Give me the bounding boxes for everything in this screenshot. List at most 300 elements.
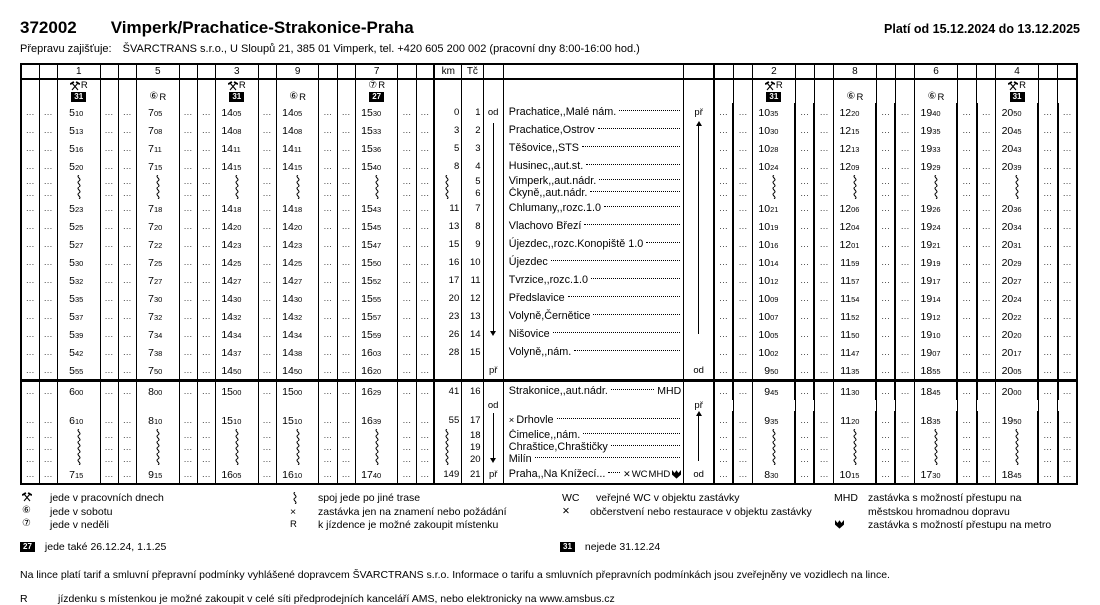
dots-cell: ...: [21, 139, 39, 157]
operator-line: [20, 43, 1080, 55]
dots-cell: ...: [895, 187, 914, 199]
legend-icon-slot: [20, 506, 50, 520]
other-route-squiggle-icon: [850, 441, 860, 453]
dots-cell: ...: [814, 441, 833, 453]
time-hour: 14: [282, 293, 294, 305]
other-route-squiggle-icon: [931, 441, 941, 453]
time-hour: 8: [148, 386, 154, 398]
dots-cell: ...: [197, 361, 215, 381]
blank-cell: [179, 79, 197, 91]
dots-cell: ...: [876, 343, 895, 361]
dots-cell: ...: [957, 253, 976, 271]
dotted-leader: [599, 179, 680, 180]
time-minutes: 27: [74, 241, 84, 250]
blank-cell: [39, 79, 57, 91]
time-cell: [57, 441, 100, 453]
time-cell: [276, 289, 319, 307]
tc-cell: 5: [462, 175, 483, 187]
dots-cell: ...: [319, 441, 337, 453]
time-minutes: 43: [372, 205, 382, 214]
station-name: Chlumany,,rozc.1.0: [508, 202, 602, 214]
blank-cell: [179, 64, 197, 79]
div: [137, 453, 179, 465]
table-row: [21, 121, 1077, 139]
time-hour: 20: [1001, 293, 1014, 305]
blank-cell: [714, 64, 733, 79]
div: [915, 92, 957, 103]
time-minutes: 25: [154, 259, 163, 268]
trip-symbols: [753, 91, 796, 103]
dotted-leader: [611, 445, 680, 446]
km-cell: [434, 175, 461, 187]
div: [216, 175, 258, 187]
time-cell: [216, 289, 259, 307]
div: [216, 80, 258, 91]
time-hour: 7: [148, 275, 154, 287]
time-hour: 18: [920, 386, 933, 398]
time-cell: [216, 429, 259, 441]
tc-cell: 1: [462, 103, 483, 121]
dots-cell: ...: [814, 271, 833, 289]
dots-cell: ...: [337, 217, 355, 235]
dots-cell: ...: [795, 381, 814, 401]
blank-cell: [100, 400, 118, 411]
other-route-squiggle-icon: [769, 453, 779, 465]
workdays-icon: [765, 81, 775, 91]
dots-cell: ...: [416, 411, 434, 429]
other-route-squiggle-icon: [850, 429, 860, 441]
blank-cell: [100, 91, 118, 103]
dots-cell: ...: [977, 175, 996, 187]
time-cell: [915, 441, 958, 453]
dots-cell: ...: [1038, 157, 1057, 175]
time-cell: [834, 381, 877, 401]
dots-cell: ...: [118, 271, 136, 289]
trip-number: 6: [915, 64, 958, 79]
dotted-leader: [584, 224, 680, 225]
time-minutes: 34: [293, 331, 303, 340]
dots-cell: ...: [21, 465, 39, 484]
blank-cell: [258, 91, 276, 103]
time-minutes: 01: [851, 241, 860, 250]
other-route-squiggle-icon: [293, 175, 303, 187]
dots-cell: ...: [39, 157, 57, 175]
dots-cell: ...: [118, 187, 136, 199]
other-route-squiggle-icon: [442, 429, 452, 441]
dots-cell: ...: [21, 121, 39, 139]
blank-cell: [258, 400, 276, 411]
time-cell: [753, 139, 796, 157]
time-hour: 10: [758, 203, 771, 215]
time-cell: [355, 139, 398, 157]
time-hour: 14: [221, 203, 234, 215]
dots-cell: ...: [416, 429, 434, 441]
km-cell: 23: [434, 307, 461, 325]
dots-cell: ...: [895, 139, 914, 157]
restaurant-icon: ✕: [623, 468, 631, 479]
time-cell: [137, 139, 180, 157]
time-cell: [753, 289, 796, 307]
blank-cell: [1058, 400, 1077, 411]
km-cell: [434, 453, 461, 465]
div: [996, 429, 1037, 441]
time-hour: 6: [69, 415, 75, 427]
time-cell: [276, 453, 319, 465]
legend-text: jede v pracovních dnech: [50, 492, 164, 504]
dots-cell: ...: [895, 103, 914, 121]
station-cell: [503, 411, 683, 429]
dots-cell: ...: [179, 465, 197, 484]
dots-cell: ...: [319, 381, 337, 401]
dots-cell: ...: [258, 157, 276, 175]
time-cell: [996, 307, 1039, 325]
dots-cell: ...: [319, 289, 337, 307]
tariff-note: Na lince platí tarif a smluvní přepravní podmínky vyhlášené dopravcem ŠVARCTRANS s.r.o. Informace o tarifu a smluvních přepravních podmínkách jsou zveřejněny ve vozidlech na lince.: [20, 568, 890, 581]
timetable: [20, 63, 1080, 485]
dots-cell: ...: [1038, 253, 1057, 271]
time-minutes: 13: [851, 145, 860, 154]
dots-cell: ...: [258, 121, 276, 139]
time-cell: [276, 157, 319, 175]
time-hour: 11: [840, 386, 852, 398]
time-minutes: 09: [770, 295, 779, 304]
time-cell: [216, 411, 259, 429]
time-hour: 5: [69, 257, 75, 269]
table-row: [21, 307, 1077, 325]
div: [504, 292, 683, 304]
time-hour: 19: [920, 143, 933, 155]
dots-cell: ...: [416, 289, 434, 307]
div: [137, 187, 179, 199]
legend-item: [288, 519, 560, 533]
dots-cell: ...: [714, 289, 733, 307]
dots-cell: ...: [733, 271, 752, 289]
dots-cell: ...: [895, 453, 914, 465]
blank-cell: [398, 64, 416, 79]
div: [504, 414, 683, 426]
time-minutes: 00: [233, 388, 242, 397]
dots-cell: ...: [39, 121, 57, 139]
tc-cell: 4: [462, 157, 483, 175]
dots-cell: ...: [39, 235, 57, 253]
time-hour: 10: [758, 143, 771, 155]
time-cell: [996, 465, 1039, 484]
dots-cell: ...: [1038, 139, 1057, 157]
dots-cell: ...: [21, 441, 39, 453]
dots-cell: ...: [197, 289, 215, 307]
dots-cell: ...: [733, 175, 752, 187]
time-cell: [276, 343, 319, 361]
dots-cell: ...: [258, 325, 276, 343]
time-cell: [834, 289, 877, 307]
dots-cell: ...: [814, 361, 833, 381]
time-cell: [753, 103, 796, 121]
time-minutes: 31: [1013, 241, 1022, 250]
blank-cell: [483, 64, 503, 79]
dots-cell: ...: [416, 453, 434, 465]
time-hour: 12: [839, 125, 852, 137]
dots-cell: ...: [416, 121, 434, 139]
note-box: 27: [20, 542, 35, 552]
legend-note: [20, 541, 560, 553]
blank-cell: [1058, 79, 1077, 91]
dots-cell: ...: [118, 307, 136, 325]
dots-cell: ...: [118, 411, 136, 429]
time-cell: [355, 199, 398, 217]
station-name: Újezdec,,rozc.Konopiště 1.0: [508, 238, 644, 250]
operator-label: Přepravu zajišťuje:: [20, 43, 112, 55]
dots-cell: ...: [1038, 175, 1057, 187]
trip-symbols: [915, 91, 958, 103]
blank-cell: [795, 64, 814, 79]
time-cell: [57, 217, 100, 235]
dots-cell: ...: [733, 465, 752, 484]
div: [504, 160, 683, 172]
dots-cell: ...: [197, 235, 215, 253]
time-minutes: 05: [233, 109, 242, 118]
div: [504, 310, 683, 322]
dots-cell: ...: [814, 465, 833, 484]
other-route-squiggle-icon: [153, 441, 163, 453]
blank-cell: [21, 400, 39, 411]
time-cell: [753, 465, 796, 484]
tc-cell: 7: [462, 199, 483, 217]
time-minutes: 35: [770, 417, 779, 426]
dots-cell: ...: [733, 139, 752, 157]
km-cell: 11: [434, 199, 461, 217]
dots-cell: ...: [876, 289, 895, 307]
dots-cell: ...: [21, 217, 39, 235]
legend: [20, 492, 1080, 533]
time-minutes: 30: [293, 295, 303, 304]
tc-cell: 8: [462, 217, 483, 235]
dots-cell: ...: [416, 175, 434, 187]
time-cell: [996, 235, 1039, 253]
km-cell: 16: [434, 253, 461, 271]
blank-cell: [319, 91, 337, 103]
time-hour: 10: [839, 469, 852, 481]
blank-cell: [1038, 64, 1057, 79]
div: [58, 441, 100, 453]
div: [915, 187, 956, 199]
div: [435, 429, 459, 441]
legend-item: [832, 519, 1080, 533]
trip-number: 3: [216, 64, 259, 79]
table-row: [21, 187, 1077, 199]
legend-item: [20, 519, 288, 533]
dots-cell: ...: [319, 429, 337, 441]
time-cell: [753, 253, 796, 271]
time-hour: 18: [920, 365, 933, 377]
dots-cell: ...: [100, 139, 118, 157]
dots-cell: ...: [197, 429, 215, 441]
dotted-leader: [574, 350, 680, 351]
dots-cell: ...: [795, 429, 814, 441]
blank-cell: [39, 400, 57, 411]
tc-cell: 2: [462, 121, 483, 139]
dots-cell: ...: [1038, 465, 1057, 484]
dots-cell: ...: [876, 325, 895, 343]
table-row: [21, 91, 1077, 103]
legend-text: zastávka jen na znamení nebo požádání: [318, 505, 507, 518]
sunday-icon: ⑦: [368, 79, 378, 91]
time-cell: [276, 465, 319, 484]
blank-cell: [216, 400, 259, 411]
trip-symbols: [57, 79, 100, 91]
dots-cell: ...: [21, 271, 39, 289]
time-hour: 19: [920, 221, 933, 233]
dots-cell: ...: [895, 157, 914, 175]
table-row: [21, 199, 1077, 217]
dots-cell: ...: [733, 343, 752, 361]
div: [834, 175, 875, 187]
time-minutes: 23: [233, 241, 242, 250]
blank-cell: [319, 400, 337, 411]
time-hour: 5: [69, 125, 75, 137]
time-hour: 10: [758, 293, 771, 305]
direction-arrow: [684, 411, 714, 465]
dots-cell: ...: [1058, 453, 1077, 465]
time-hour: 20: [1001, 239, 1014, 251]
dots-cell: ...: [398, 343, 416, 361]
table-row: [21, 411, 1077, 429]
time-minutes: 42: [74, 349, 84, 358]
station-name: Předslavice: [508, 292, 565, 304]
time-minutes: 50: [851, 331, 860, 340]
dots-cell: ...: [876, 235, 895, 253]
dots-cell: ...: [957, 103, 976, 121]
time-minutes: 15: [293, 163, 303, 172]
tc-cell: 16: [462, 381, 483, 401]
div: [216, 453, 258, 465]
saturday-icon: ⑥: [149, 91, 159, 102]
time-hour: 14: [282, 347, 294, 359]
time-hour: 17: [920, 469, 933, 481]
dots-cell: ...: [319, 307, 337, 325]
time-hour: 7: [148, 221, 154, 233]
dots-cell: ...: [977, 343, 996, 361]
time-minutes: 40: [372, 163, 382, 172]
time-cell: [137, 453, 180, 465]
od-label: od: [684, 361, 714, 381]
dots-cell: ...: [1058, 139, 1077, 157]
legend-item: [288, 492, 560, 506]
time-minutes: 20: [372, 367, 382, 376]
blank-cell: [503, 91, 683, 103]
trip-symbols: [355, 91, 398, 103]
time-cell: [834, 361, 877, 381]
dots-cell: ...: [179, 429, 197, 441]
time-hour: 11: [840, 293, 852, 305]
time-cell: [915, 325, 958, 343]
station-name: Tvrzice,,rozc.1.0: [508, 274, 588, 286]
table-row: [21, 157, 1077, 175]
dotted-leader: [590, 191, 680, 192]
time-minutes: 35: [851, 367, 860, 376]
dots-cell: ...: [258, 441, 276, 453]
time-cell: [216, 343, 259, 361]
other-route-squiggle-icon: [74, 429, 84, 441]
time-minutes: 11: [233, 145, 241, 154]
dots-cell: ...: [977, 441, 996, 453]
dotted-leader: [593, 314, 680, 315]
blank-cell: [462, 91, 483, 103]
dots-cell: ...: [319, 103, 337, 121]
dots-cell: ...: [957, 217, 976, 235]
dots-cell: ...: [258, 465, 276, 484]
time-cell: [753, 235, 796, 253]
reservation-icon: R: [775, 80, 783, 91]
time-cell: [996, 175, 1039, 187]
dots-cell: ...: [814, 175, 833, 187]
time-cell: [355, 157, 398, 175]
dots-cell: ...: [197, 157, 215, 175]
time-minutes: 25: [233, 259, 242, 268]
time-hour: 15: [361, 275, 373, 287]
dots-cell: ...: [1058, 307, 1077, 325]
time-minutes: 50: [233, 367, 242, 376]
dots-cell: ...: [957, 121, 976, 139]
time-hour: 12: [839, 221, 852, 233]
dots-cell: ...: [398, 381, 416, 401]
time-minutes: 16: [770, 241, 779, 250]
time-hour: 18: [1001, 469, 1014, 481]
dots-cell: ...: [337, 175, 355, 187]
time-hour: 16: [361, 415, 373, 427]
time-cell: [57, 429, 100, 441]
dots-cell: ...: [714, 429, 733, 441]
div: [915, 429, 956, 441]
time-hour: 15: [361, 143, 373, 155]
dots-cell: ...: [733, 289, 752, 307]
time-hour: 7: [148, 143, 154, 155]
time-minutes: 45: [1013, 127, 1022, 136]
dots-cell: ...: [39, 411, 57, 429]
time-hour: 8: [764, 469, 771, 481]
time-cell: [137, 343, 180, 361]
blank-cell: [276, 400, 319, 411]
div: [58, 187, 100, 199]
div: [137, 441, 179, 453]
time-hour: 14: [221, 293, 234, 305]
time-cell: [355, 235, 398, 253]
dots-cell: ...: [977, 361, 996, 381]
time-hour: 11: [840, 329, 852, 341]
time-cell: [355, 103, 398, 121]
trip-symbols: [276, 79, 319, 91]
time-hour: 11: [840, 275, 852, 287]
legend-note: [560, 541, 660, 553]
time-minutes: 39: [1013, 163, 1022, 172]
time-hour: 15: [361, 329, 373, 341]
blank-cell: [977, 400, 996, 411]
dots-cell: ...: [398, 121, 416, 139]
time-cell: [355, 217, 398, 235]
time-minutes: 38: [293, 349, 303, 358]
dots-cell: ...: [100, 453, 118, 465]
time-cell: [137, 253, 180, 271]
time-cell: [996, 411, 1039, 429]
time-minutes: 36: [372, 145, 382, 154]
od-label: od: [483, 103, 503, 121]
station-name: Husinec,,aut.st.: [508, 160, 584, 172]
dots-cell: ...: [398, 361, 416, 381]
legend-icon-slot: [20, 492, 50, 506]
trip-symbols: [216, 79, 259, 91]
time-minutes: 25: [74, 223, 84, 232]
time-cell: [216, 121, 259, 139]
time-minutes: 05: [1013, 367, 1022, 376]
